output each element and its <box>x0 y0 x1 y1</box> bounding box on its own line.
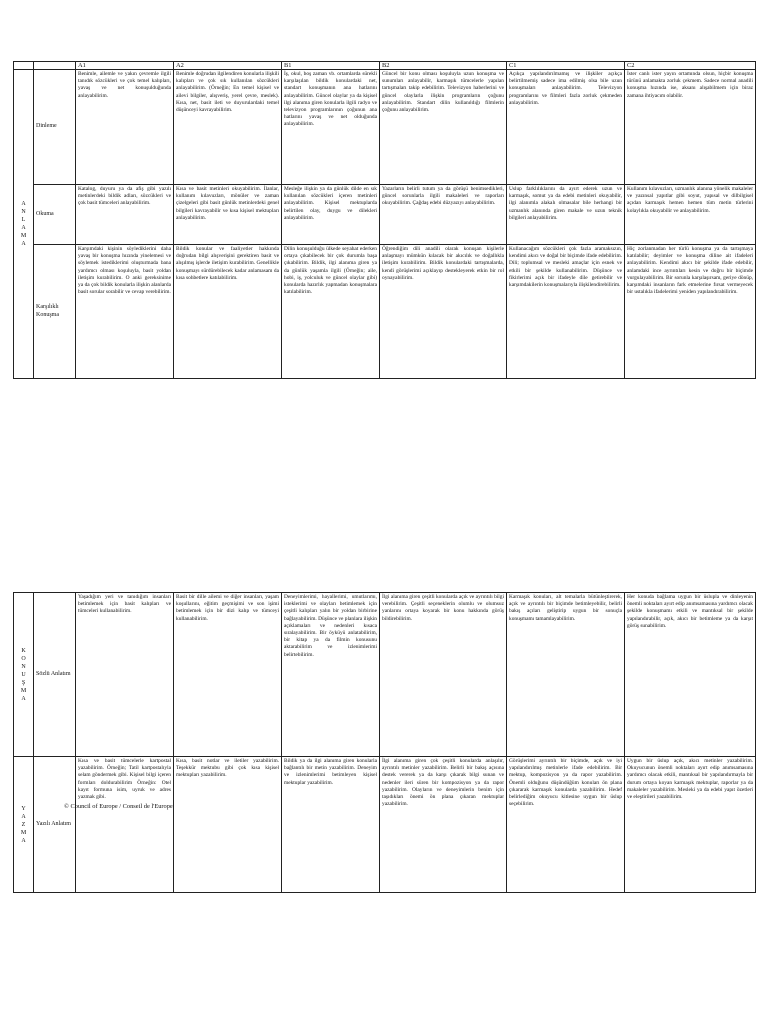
table-row-dinleme <box>14 70 756 185</box>
table-cell: Kısa ve basit metinleri okuyabilirim. İlanlar, kullanım kılavuzları, mönüler ve zaman çizelgeleri gibi basit günlük metinlerdeki genel bilgileri kavrayabilir ve kısa kişisel mektupları anlayabilirim. <box>174 185 282 245</box>
table-cell: Her konuda bağlama uygun bir üslupla ve dinleyenin önemli noktaları ayırt edip anımsamasına yardımcı olacak şekilde konuşmamı etkili ve mantıksal bir şekilde yapılandırabilir, açık, akıcı bir betimleme ya da karşıt görüş sunabilirim. <box>625 593 756 757</box>
group-label-anlama: A N L A M A <box>14 70 34 379</box>
copyright-footer: © Council of Europe / Conseil de l'Europe <box>64 803 173 810</box>
table-cell: Kısa, basit notlar ve iletiler yazabilirim. Teşekkür mektubu gibi çok kısa kişisel mektupları yazabilirim. <box>174 757 282 893</box>
table-cell: Görüşlerimi ayrıntılı bir biçimde, açık ve iyi yapılandırılmış metinlerle ifade edebilirim. Bir mektup, kompozisyon ya da rapor yazabilirim. Önemli olduğunu düşündüğüm konuları ön plana çıkararak karmaşık konularda yazabilirim. Hedef belirlediğim okuyucu kitlesine uygun bir üslup seçebilirim. <box>507 757 625 893</box>
table-cell: Bildik konular ve faaliyetler hakkında doğrudan bilgi alışverişini gerektiren basit ve alışılmış işlerde iletişim kurabilirim. Genellikle konuşmayı sürdürebilecek kadar anlamasam da kısa sohbetlere katılabilirim. <box>174 245 282 379</box>
table-cell: Kısa ve basit tümcelerle kartpostal yazabilirim. Örneğin; Tatil kartpostalıyla selam göndermek gibi. Kişisel bilgi içeren formları doldurabilirim Örneğin: Otel kayıt formuna isim, uyruk ve adres yazmak gibi. <box>76 757 174 893</box>
header-row <box>14 62 756 70</box>
table-cell: Bildik ya da ilgi alanıma giren konularla bağlantılı bir metin yazabilirim. Deneyim ve izlenimlerimi betimleyen kişisel mektuplar yazabilirim. <box>282 757 380 893</box>
table-cell: İlgi alanıma giren çok çeşitli konularda anlaşılır, ayrıntılı metinler yazabilirim. Belirli bir bakış açısına destek vererek ya da karşı çıkarak bilgi sunan ve nedenler ileri süren bir kompozisyon ya da rapor yazabilirim. Olayların ve deneyimlerin benim için taşıdıkları önemi ön plana çıkaran mektuplar yazabilirim. <box>380 757 507 893</box>
table-cell: Katalog, duyuru ya da afiş gibi yazılı metinlerdeki bildik adları, sözcükleri ve çok basit tümceleri anlayabilirim. <box>76 185 174 245</box>
table-cell: Açıkça yapılandırılmamış ve ilişkiler açıkça belirtilmemiş sadece ima edilmiş olsa bile uzun konuşmaları anlayabilirim. Televizyon programlarını ve filmleri fazla zorluk çekmeden anlayabilirim. <box>507 70 625 185</box>
table-cell: Karmaşık konuları, alt temalarla bütünleştirerek, açık ve ayrıntılı bir biçimde betimleyebilir, belirli bakış açıları geliştirip uygun bir sonuçla konuşmamı tamamlayabilirim. <box>507 593 625 757</box>
level-header-b2: B2 <box>380 62 507 70</box>
table-cell: Hiç zorlanmadan her türlü konuşma ya da tartışmaya katılabilir; deyimler ve konuşma diline ait ifadeleri anlayabilirim. Kendimi akıcı bir şekilde ifade edebilir, anlamdaki ince ayrıntıları kesin ve doğru bir biçimde vurgulayabilirim. Bir sorunla karşılaşırsam, geriye dönüp, karşımdaki insanların fark etmelerine fırsat vermeyecek bir ustalıkla ifadelerimi yeniden yapılandırabilirim. <box>625 245 756 379</box>
table-cell: İster canlı ister yayın ortamında olsun, hiçbir konuşma türünü anlamakta zorluk çekmem. Sadece normal anadili konuşma hızında ise, aksanı alışabilmem için biraz zamana ihtiyacım olabilir. <box>625 70 756 185</box>
skill-label-karsilikli: Karşılıklı Konuşma <box>34 245 76 379</box>
table-cell: Benimle, ailemle ve yakın çevremle ilgili tanıdık sözcükleri ve çok temel kalıpları, yavaş ve net konuşulduğunda anlayabilirim. <box>76 70 174 185</box>
table-cell: Yazarların belirli tutum ya da görüşü benimsedikleri, güncel sorunlarla ilgili makaleleri ve raporları okuyabilirim. Çağdaş edebi düzyazıyı anlayabilirim. <box>380 185 507 245</box>
table-cell: Güncel bir konu olması koşuluyla uzun konuşma ve sunumları anlayabilir, karmaşık tümcelerle yapılan tartışmaları takip edebilirim. Televizyon haberlerini ve güncel olaylarla ilişkin programların çoğunu anlayabilirim. Standart dilin kullanıldığı filmlerin çoğunu anlayabilirim. <box>380 70 507 185</box>
table-row-okuma <box>14 185 756 245</box>
skill-label-okuma: Okuma <box>34 185 76 245</box>
level-header-b1: B1 <box>282 62 380 70</box>
table-cell: Basit bir dille ailemi ve diğer insanları, yaşam koşullarını, eğitim geçmişimi ve son işimi betimlemek için bir dizi kalıp ve tümceyi kullanabilirim. <box>174 593 282 757</box>
table-cell: Mesleğe ilişkin ya da günlük dilde en sık kullanılan sözcükleri içeren metinleri anlayabilirim. Kişisel mektuplarda belirtilen olay, duygu ve dilekleri anlayabilirim. <box>282 185 380 245</box>
skill-label-yazili: Yazılı Anlatım <box>34 757 76 893</box>
table-cell: Dilin konuşulduğu ülkede seyahat ederken ortaya çıkabilecek bir çok durumla başa çıkabilirim. Bildik, ilgi alanıma giren ya da günlük yaşamla ilgili (Örneğin; aile, hobi, iş, yolculuk ve güncel olaylar gibi) konularda hazırlık yapmadan konuşmalara katılabilirim. <box>282 245 380 379</box>
table-cell: İş, okul, boş zaman vb. ortamlarda sürekli karşılaşılan bildik konulardaki net, standart konuşmanın ana hatlarını anlayabilirim. Güncel olaylar ya da kişisel ilgi alanıma giren konularla ilgili radyo ve televizyon programlarının çoğunun ana hatlarını yavaş ve net olduğunda anlayabilirim. <box>282 70 380 185</box>
table-row-karsilikli <box>14 245 756 379</box>
anlama-table <box>13 61 756 379</box>
table-cell: Uslup farklılıklarını da ayırt ederek uzun ve karmaşık, somut ya da edebi metinleri okuyabilir, ilgi alanımla alakalı olmasalar bile herhangi bir uzmanlık alanında giren makale ve uzun teknik bilgileri anlayabilirim. <box>507 185 625 245</box>
table-cell: Öğrendiğim dili anadili olarak konuşan kişilerle anlaşmayı mümkün kılacak bir akıcılık ve doğallıkla iletişim kurabilirim. Bildik konulardaki tartışmalarda, kendi görüşlerimi açıklayıp destekleyerek etkin bir rol oynayabilirim. <box>380 245 507 379</box>
skill-label-dinleme: Dinleme <box>34 70 76 185</box>
level-header-c1: C1 <box>507 62 625 70</box>
level-header-a2: A2 <box>174 62 282 70</box>
table-cell: Uygun bir üslup açık, akıcı metinler yazabilirim. Okuyucunun önemli noktaları ayırt edip anımsamasına yardımcı olacak etkili, mantıksal bir yapılandırmayla bir durum ortaya koyan karmaşık mektuplar, raporlar ya da makaleler yazabilirim. Mesleki ya da edebi yapıt özetleri ve eleştirileri yazabilirim. <box>625 757 756 893</box>
level-header-c2: C2 <box>625 62 756 70</box>
konusma-yazma-table <box>13 592 756 893</box>
table-cell: İlgi alanıma giren çeşitli konularda açık ve ayrıntılı bilgi verebilirim. Çeşitli seçeneklerin olumlu ve olumsuz yanlarını ortaya koyarak bir konu hakkında görüş bildirebilirim. <box>380 593 507 757</box>
group-label-yazma: Y A Z M A <box>14 757 34 893</box>
table-cell: Kullanım kılavuzları, uzmanlık alanına yönelik makaleler ve yazınsal yapıtlar gibi soyut, yapısal ve dilbilgisel açıdan karmaşık hemen hemen tüm metin türlerini kolaylıkla okuyabilir ve anlayabilirim. <box>625 185 756 245</box>
table-cell: Yaşadığım yeri ve tanıdığım insanları betimlemek için basit kalıpları ve tümceleri kullanabilirim. <box>76 593 174 757</box>
group-label-konusma: K O N U Ş M A <box>14 593 34 757</box>
level-header-a1: A1 <box>76 62 174 70</box>
table-row-sozlu <box>14 593 756 757</box>
table-cell: Karşımdaki kişinin söylediklerini daha yavaş bir konuşma hızında yinelemesi ve söylemek istediklerimi oluşturmada bana yardımcı olması koşuluyla, basit yoldan iletişim kurabilirim. O anki gereksinime ya da çok bildik konularla ilişkin alanlarda basit sorular sorabilir ve cevap verebilirim. <box>76 245 174 379</box>
table-cell: Kullanacağım sözcükleri çok fazla aramaksızın, kendimi akıcı ve doğal bir biçimde ifade edebilirim. Dili; toplumsal ve mesleki amaçlar için esnek ve etkili bir şekilde kullanabilirim. Düşünce ve fikirlerimi açık bir ifadeyle dile getirebilir ve karşımdakilerin konuşmalarıyla ilişkilendirebilirim. <box>507 245 625 379</box>
table-row-yazili <box>14 757 756 893</box>
table-cell: Deneyimlerimi, hayallerimi, umutlarımı, isteklerimi ve olayları betimlemek için çeşitli kalıpları yalın bir yoldan birbirine bağlayabilirim. Düşünce ve planlara ilişkin açıklamaları ve nedenleri kısaca sıralayabilirim. Bir öyküyü anlatabilirim, bir kitap ya da filmin konusunu aktarabilirim ve izlenimlerimi belirtebilirim. <box>282 593 380 757</box>
skill-label-sozlu: Sözlü Anlatım <box>34 593 76 757</box>
table-cell: Benimle doğrudan ilgilendiren konularla ilişkili kalıpları ve çok sık kullanılan sözcükleri anlayabilirim. (Örneğin; En temel kişisel ve ailevi bilgiler, alışveriş, yerel çevre, meslek). Kısa, net, basit ileti ve duyurulardaki temel düşünceyi kavrayabilirim. <box>174 70 282 185</box>
